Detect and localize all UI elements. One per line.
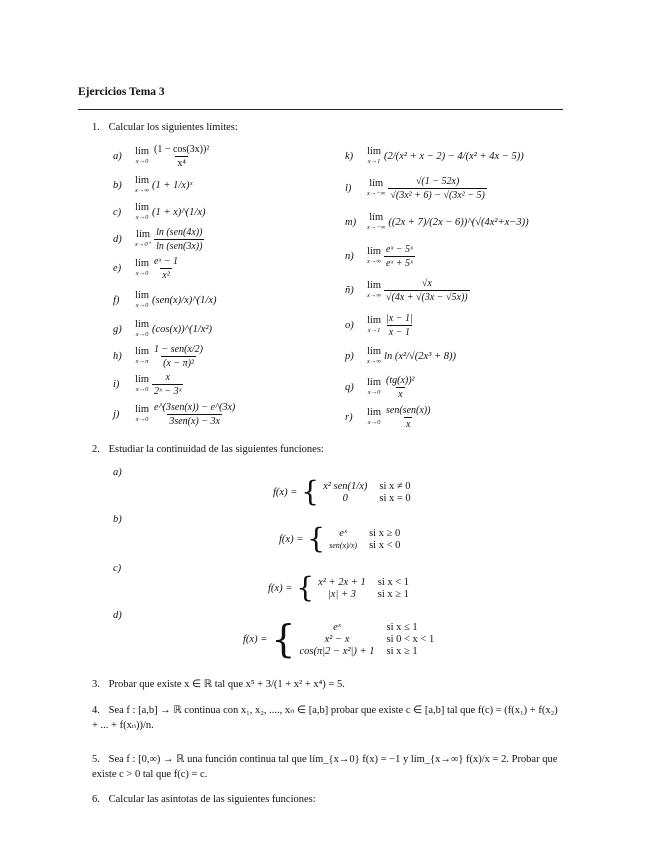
- section-1: [92, 121, 238, 135]
- section-3: 3. Probar que existe x ∈ ℝ tal que x⁵ + 3/(1 + x² + x⁴) = 5.: [92, 679, 345, 690]
- section-2: 2. Estudiar la continuidad de las siguientes funciones:: [92, 444, 324, 455]
- limit-item-enie: ñ) lím x→∞ $\frac{√x}{√(4x + √(3x - √5x))}$: [345, 277, 468, 303]
- section-4: 4. Sea f : [a,b] → ℝ continua con x₁, x₂, ...., xₙ ∈ [a,b] probar que existe c ∈ [a,b] tal que f(c) = (f(x₁) + f(x₂) + ... + f(xₙ))/n.: [92, 705, 558, 731]
- limit-item-j: j) lím x→0 $\frac{\text{e\textasciicircum{}(3sen(x)) − e\textasciicircum{}(3x)}}{\text{3sen(x) − 3x}}$: [113, 401, 236, 427]
- limit-item-q: q) lím x→0 $\frac{\text{(tg(x))²}}{x}$: [345, 374, 415, 400]
- limit-item-d: d) lím x→0⁺ $\frac{\text{ln (sen(4x))}}{\text{ln (sen(3x))}}$: [113, 226, 203, 252]
- function-label-b: b): [113, 514, 122, 525]
- limit-item-e: e) lím x→0 $\frac{\text{eˣ − 1}}{\text{x²}}$: [113, 255, 179, 281]
- limit-item-i: i) lím x→0 $\frac{x}{\text{2ˣ − 3ˣ}}$: [113, 371, 182, 397]
- function-a: f(x) = { x² sen(1/x) si x ≠ 0 0 si x = 0: [273, 475, 411, 508]
- limit-item-g: g) lím x→0 (cos(x))^(1/x²): [113, 319, 213, 338]
- function-label-c: c): [113, 563, 122, 574]
- page-title: Ejercicios Tema 3: [78, 86, 165, 98]
- title-rule: [78, 109, 563, 110]
- section-6: 6. Calcular las asíntotas de las siguientes funciones:: [92, 794, 316, 805]
- limit-item-o: o) lím x→1 $\frac{|x - 1|}{x - 1}$: [345, 312, 413, 338]
- limit-item-l: l) lím x→−∞ $\frac{√(1 - 52x)}{\text{√(3x² + 6) − √(3x² − 5)}}$: [345, 175, 485, 201]
- function-label-a: a): [113, 467, 122, 478]
- section-number: 1.: [92, 122, 100, 133]
- limit-item-p: p) lím x→∞ ln (x²/√(2x³ + 8)): [345, 346, 456, 365]
- function-d: f(x) = { eˣ si x ≤ 1 x² − x si 0 < x < 1 cos(π|2 − x²|) + 1 si x ≥ 1: [243, 617, 435, 661]
- limit-item-h: h) lím x→π $\frac{\text{1 − sen(x/2)}}{\text{(x − π)²}}$: [113, 343, 203, 369]
- limit-item-k: k) lím x→1 (2/(x² + x − 2) − 4/(x² + 4x − 5)): [345, 146, 524, 165]
- limit-item-a: a) lím x→0 $\frac{\text{(1 − cos(3x))²}}{\text{x⁴}}$: [113, 143, 210, 169]
- limit-item-r: r) lím x→0 $\frac{\text{sen(sen(x))}}{x}$: [345, 404, 431, 430]
- limit-item-b: b) lím x→∞ (1 + 1/x)ˣ: [113, 175, 193, 194]
- function-b: f(x) = { eˣ si x ≥ 0 sen(x)/x) si x < 0: [279, 522, 401, 555]
- limit-item-n: n) lím x→∞ $\frac{\text{eˣ − 5ˣ}}{\text{eˣ + 5ˣ}}$: [345, 243, 413, 269]
- function-c: f(x) = { x² + 2x + 1 si x < 1 |x| + 3 si x ≥ 1: [268, 571, 410, 604]
- limit-item-c: c) lím x→0 (1 + x)^(1/x): [113, 202, 206, 221]
- limit-item-m: m) lím x→−∞ ((2x + 7)/(2x − 6))^(√(4x²+x−3)): [345, 212, 529, 231]
- function-label-d: d): [113, 610, 122, 621]
- section-5: 5. Sea f : [0,∞) → ℝ una función continua tal que lím_{x→0} f(x) = −1 y lím_{x→∞} f(x)/x = 2. Probar que existe c > 0 tal que f(c) = c.: [92, 754, 558, 780]
- limit-item-f: f) lím x→0 (sen(x)/x)^(1/x): [113, 290, 217, 309]
- section-text: Calcular los siguientes límites:: [108, 122, 238, 133]
